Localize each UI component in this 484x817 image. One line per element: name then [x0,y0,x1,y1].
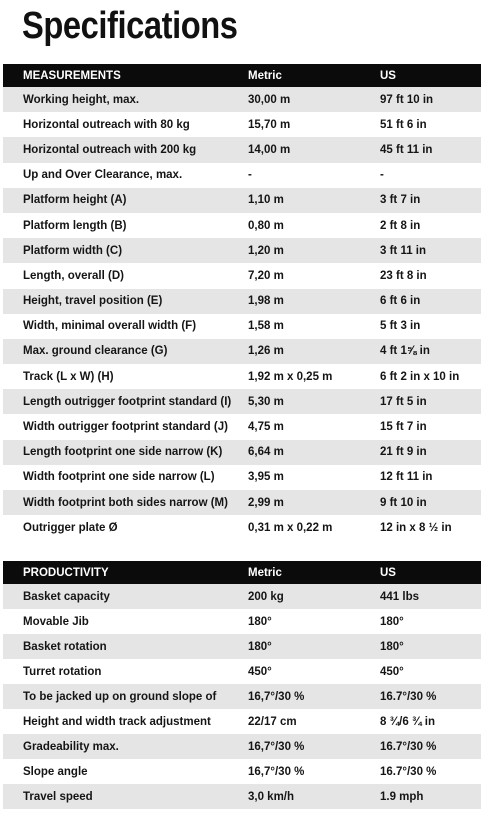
spec-name: To be jacked up on ground slope of [3,684,224,709]
metric-value: 1,98 m [224,289,355,314]
metric-value: 6,64 m [224,440,355,465]
us-value: 180° [355,609,481,634]
spec-name: Horizontal outreach with 80 kg [3,112,224,137]
metric-value: 1,58 m [224,314,355,339]
spec-name: Outrigger plate Ø [3,515,224,540]
table-row [3,759,481,784]
table-row [3,414,481,439]
spec-name: Height and width track adjustment [3,709,224,734]
table-row [3,709,481,734]
spec-name: Slope angle [3,759,224,784]
table-row [3,163,481,188]
spec-name: Width outrigger footprint standard (J) [3,414,224,439]
spec-name: Gradeability max. [3,734,224,759]
metric-value: 14,00 m [224,137,355,162]
metric-value: 30,00 m [224,87,355,112]
spec-name: Basket rotation [3,634,224,659]
us-value: 12 in x 8 ½ in [355,515,481,540]
us-value: 2 ft 8 in [355,213,481,238]
metric-value: 7,20 m [224,263,355,288]
metric-value: 16,7°/30 % [224,734,355,759]
metric-value: 1,20 m [224,238,355,263]
us-value: 17 ft 5 in [355,389,481,414]
metric-value: 0,80 m [224,213,355,238]
table-row [3,87,481,112]
us-value: 450° [355,659,481,684]
metric-value: 5,30 m [224,389,355,414]
metric-value: 1,92 m x 0,25 m [224,364,355,389]
us-value: 5 ft 3 in [355,314,481,339]
spec-name: Length, overall (D) [3,263,224,288]
metric-value: 3,0 km/h [224,784,355,809]
spec-name: Up and Over Clearance, max. [3,163,224,188]
table-row [3,659,481,684]
header-section: MEASUREMENTS [3,64,224,87]
spec-name: Travel speed [3,784,224,809]
metric-value: 3,95 m [224,465,355,490]
spec-name: Platform length (B) [3,213,224,238]
us-value: 23 ft 8 in [355,263,481,288]
us-value: 16.7°/30 % [355,684,481,709]
table-row [3,634,481,659]
us-value: 180° [355,634,481,659]
us-value: 4 ft 1⅝ in [355,339,481,364]
metric-value: 180° [224,634,355,659]
us-value: 6 ft 6 in [355,289,481,314]
header-us: US [355,561,481,584]
us-value: 97 ft 10 in [355,87,481,112]
us-value: 6 ft 2 in x 10 in [355,364,481,389]
metric-value: 1,26 m [224,339,355,364]
table-row [3,314,481,339]
us-value: 12 ft 11 in [355,465,481,490]
table-row [3,609,481,634]
table-row [3,289,481,314]
spec-name: Max. ground clearance (G) [3,339,224,364]
table-row [3,112,481,137]
spec-name: Length outrigger footprint standard (I) [3,389,224,414]
us-value: 9 ft 10 in [355,490,481,515]
us-value: 3 ft 7 in [355,188,481,213]
spec-name: Working height, max. [3,87,224,112]
table-row [3,339,481,364]
table-row [3,137,481,162]
header-metric: Metric [224,64,355,87]
metric-value: 450° [224,659,355,684]
metric-value: 4,75 m [224,414,355,439]
metric-value: 1,10 m [224,188,355,213]
metric-value: 2,99 m [224,490,355,515]
table-row [3,465,481,490]
metric-value: 200 kg [224,584,355,609]
metric-value: 180° [224,609,355,634]
table-row [3,364,481,389]
spec-name: Basket capacity [3,584,224,609]
table-row [3,263,481,288]
us-value: 16.7°/30 % [355,734,481,759]
productivity-table [3,561,481,809]
us-value: 15 ft 7 in [355,414,481,439]
table-row [3,734,481,759]
spec-name: Platform width (C) [3,238,224,263]
metric-value: 16,7°/30 % [224,684,355,709]
measurements-table [3,64,481,540]
header-metric: Metric [224,561,355,584]
table-row [3,188,481,213]
us-value: 51 ft 6 in [355,112,481,137]
spec-name: Turret rotation [3,659,224,684]
table-header-row [3,64,481,87]
spec-name: Horizontal outreach with 200 kg [3,137,224,162]
spec-name: Length footprint one side narrow (K) [3,440,224,465]
table-row [3,389,481,414]
header-us: US [355,64,481,87]
table-header-row [3,561,481,584]
us-value: 1.9 mph [355,784,481,809]
spec-name: Height, travel position (E) [3,289,224,314]
header-section: PRODUCTIVITY [3,561,224,584]
us-value: 16.7°/30 % [355,759,481,784]
table-row [3,515,481,540]
spec-name: Track (L x W) (H) [3,364,224,389]
us-value: 8 ¾/6 ¾ in [355,709,481,734]
us-value: 45 ft 11 in [355,137,481,162]
table-row [3,684,481,709]
us-value: 21 ft 9 in [355,440,481,465]
table-row [3,584,481,609]
table-row [3,784,481,809]
table-row [3,238,481,263]
page-title: Specifications [22,5,238,47]
us-value: 3 ft 11 in [355,238,481,263]
spec-name: Width, minimal overall width (F) [3,314,224,339]
spec-name: Platform height (A) [3,188,224,213]
table-row [3,213,481,238]
spec-name: Width footprint both sides narrow (M) [3,490,224,515]
metric-value: - [224,163,355,188]
metric-value: 15,70 m [224,112,355,137]
metric-value: 16,7°/30 % [224,759,355,784]
spec-name: Width footprint one side narrow (L) [3,465,224,490]
spec-name: Movable Jib [3,609,224,634]
table-row [3,440,481,465]
us-value: - [355,163,481,188]
metric-value: 0,31 m x 0,22 m [224,515,355,540]
us-value: 441 lbs [355,584,481,609]
table-row [3,490,481,515]
metric-value: 22/17 cm [224,709,355,734]
